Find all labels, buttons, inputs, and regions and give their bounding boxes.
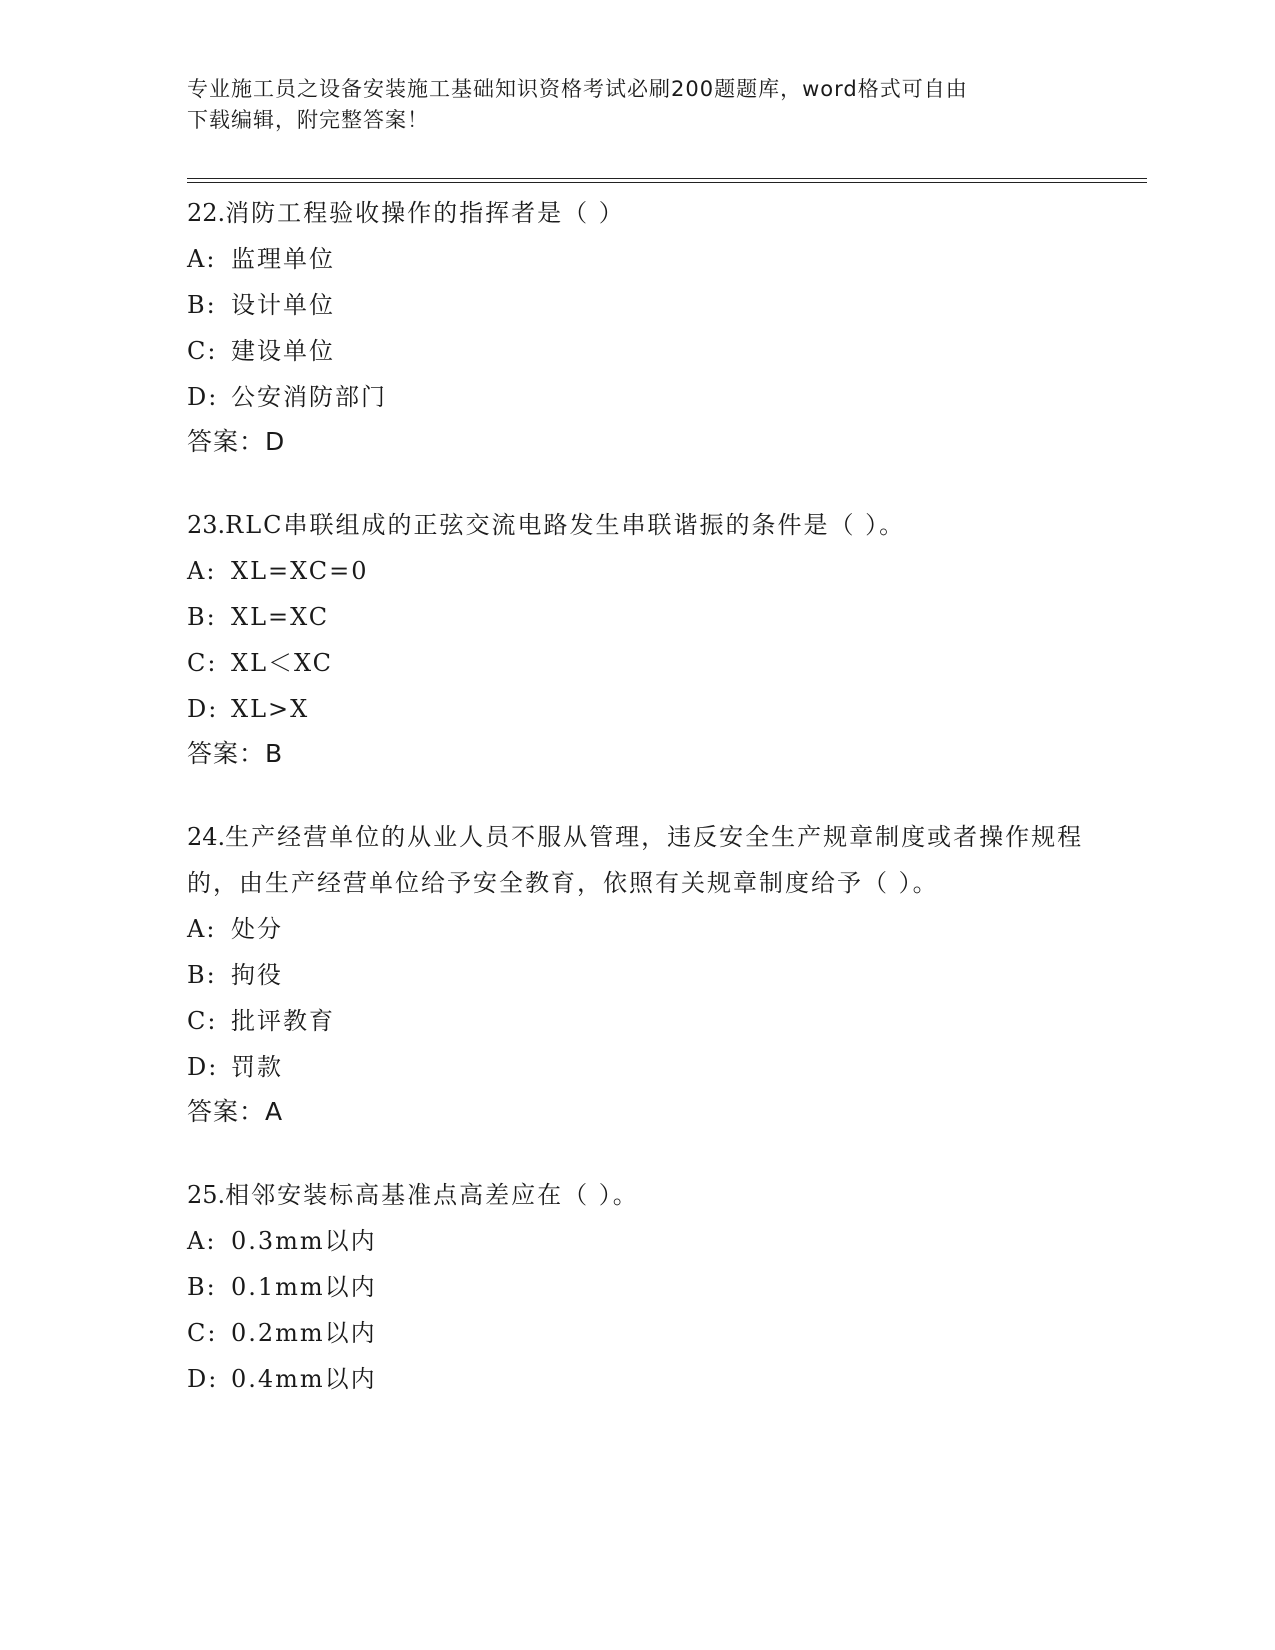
question-text: RLC串联组成的正弦交流电路发生串联谐振的条件是（ ）。	[225, 511, 906, 539]
option-key: D:	[187, 695, 219, 723]
question-stem	[187, 502, 1087, 548]
option-key: A:	[187, 1227, 217, 1255]
option-text: 建设单位	[231, 337, 335, 365]
option-text: 公安消防部门	[231, 383, 387, 411]
option-d	[187, 374, 1087, 420]
option-text: 拘役	[231, 961, 283, 989]
answer-line: 答案：D	[187, 427, 286, 456]
page-header	[187, 74, 1067, 136]
option-key: A:	[187, 245, 217, 273]
answer-line: 答案：A	[187, 1097, 284, 1126]
header-line-1: 专业施工员之设备安装施工基础知识资格考试必刷200题题库，word格式可自由	[187, 77, 968, 101]
question-number: 22.	[187, 199, 226, 227]
answer-line: 答案：B	[187, 739, 284, 768]
option-text: 0.3mm以内	[231, 1227, 377, 1255]
option-c	[187, 1310, 1087, 1356]
option-c	[187, 640, 1087, 686]
question-24	[187, 814, 1087, 1134]
question-25	[187, 1172, 1087, 1402]
question-list	[187, 190, 1087, 1440]
option-c	[187, 328, 1087, 374]
option-text: XL＜XC	[231, 649, 334, 677]
question-number: 25.	[187, 1181, 226, 1209]
question-23	[187, 502, 1087, 776]
option-b	[187, 282, 1087, 328]
option-text: 0.1mm以内	[231, 1273, 377, 1301]
option-b	[187, 952, 1087, 998]
option-key: C:	[187, 1007, 218, 1035]
option-text: 设计单位	[231, 291, 335, 319]
option-text: 0.4mm以内	[231, 1365, 377, 1393]
option-key: D:	[187, 1365, 219, 1393]
option-key: A:	[187, 915, 217, 943]
option-d	[187, 686, 1087, 732]
option-text: 0.2mm以内	[231, 1319, 377, 1347]
option-a	[187, 1218, 1087, 1264]
option-key: B:	[187, 1273, 217, 1301]
question-number: 23.	[187, 511, 226, 539]
option-d	[187, 1356, 1087, 1402]
question-22	[187, 190, 1087, 464]
option-a	[187, 236, 1087, 282]
option-key: A:	[187, 557, 217, 585]
option-key: C:	[187, 337, 218, 365]
question-text: 生产经营单位的从业人员不服从管理，违反安全生产规章制度或者操作规程的，由生产经营单位给予安全教育，依照有关规章制度给予（ ）。	[187, 823, 1084, 897]
option-key: B:	[187, 961, 217, 989]
option-key: D:	[187, 383, 219, 411]
question-stem	[187, 1172, 1087, 1218]
option-text: XL=XC	[231, 603, 330, 631]
option-key: D:	[187, 1053, 219, 1081]
option-text: 处分	[231, 915, 283, 943]
option-b	[187, 594, 1087, 640]
option-b	[187, 1264, 1087, 1310]
option-text: 监理单位	[231, 245, 335, 273]
header-double-rule	[187, 178, 1147, 183]
option-text: 批评教育	[231, 1007, 335, 1035]
option-key: B:	[187, 291, 217, 319]
option-a	[187, 906, 1087, 952]
option-text: XL=XC=0	[231, 557, 369, 585]
option-key: C:	[187, 1319, 218, 1347]
option-c	[187, 998, 1087, 1044]
question-text: 相邻安装标高基准点高差应在（ ）。	[225, 1181, 639, 1209]
option-text: XL>X	[231, 695, 310, 723]
option-key: C:	[187, 649, 218, 677]
question-number: 24.	[187, 823, 226, 851]
question-stem	[187, 190, 1087, 236]
option-key: B:	[187, 603, 217, 631]
header-line-2: 下载编辑，附完整答案！	[187, 108, 429, 132]
option-a	[187, 548, 1087, 594]
question-text: 消防工程验收操作的指挥者是（ ）	[225, 199, 625, 227]
option-d	[187, 1044, 1087, 1090]
option-text: 罚款	[231, 1053, 283, 1081]
question-stem	[187, 814, 1087, 906]
